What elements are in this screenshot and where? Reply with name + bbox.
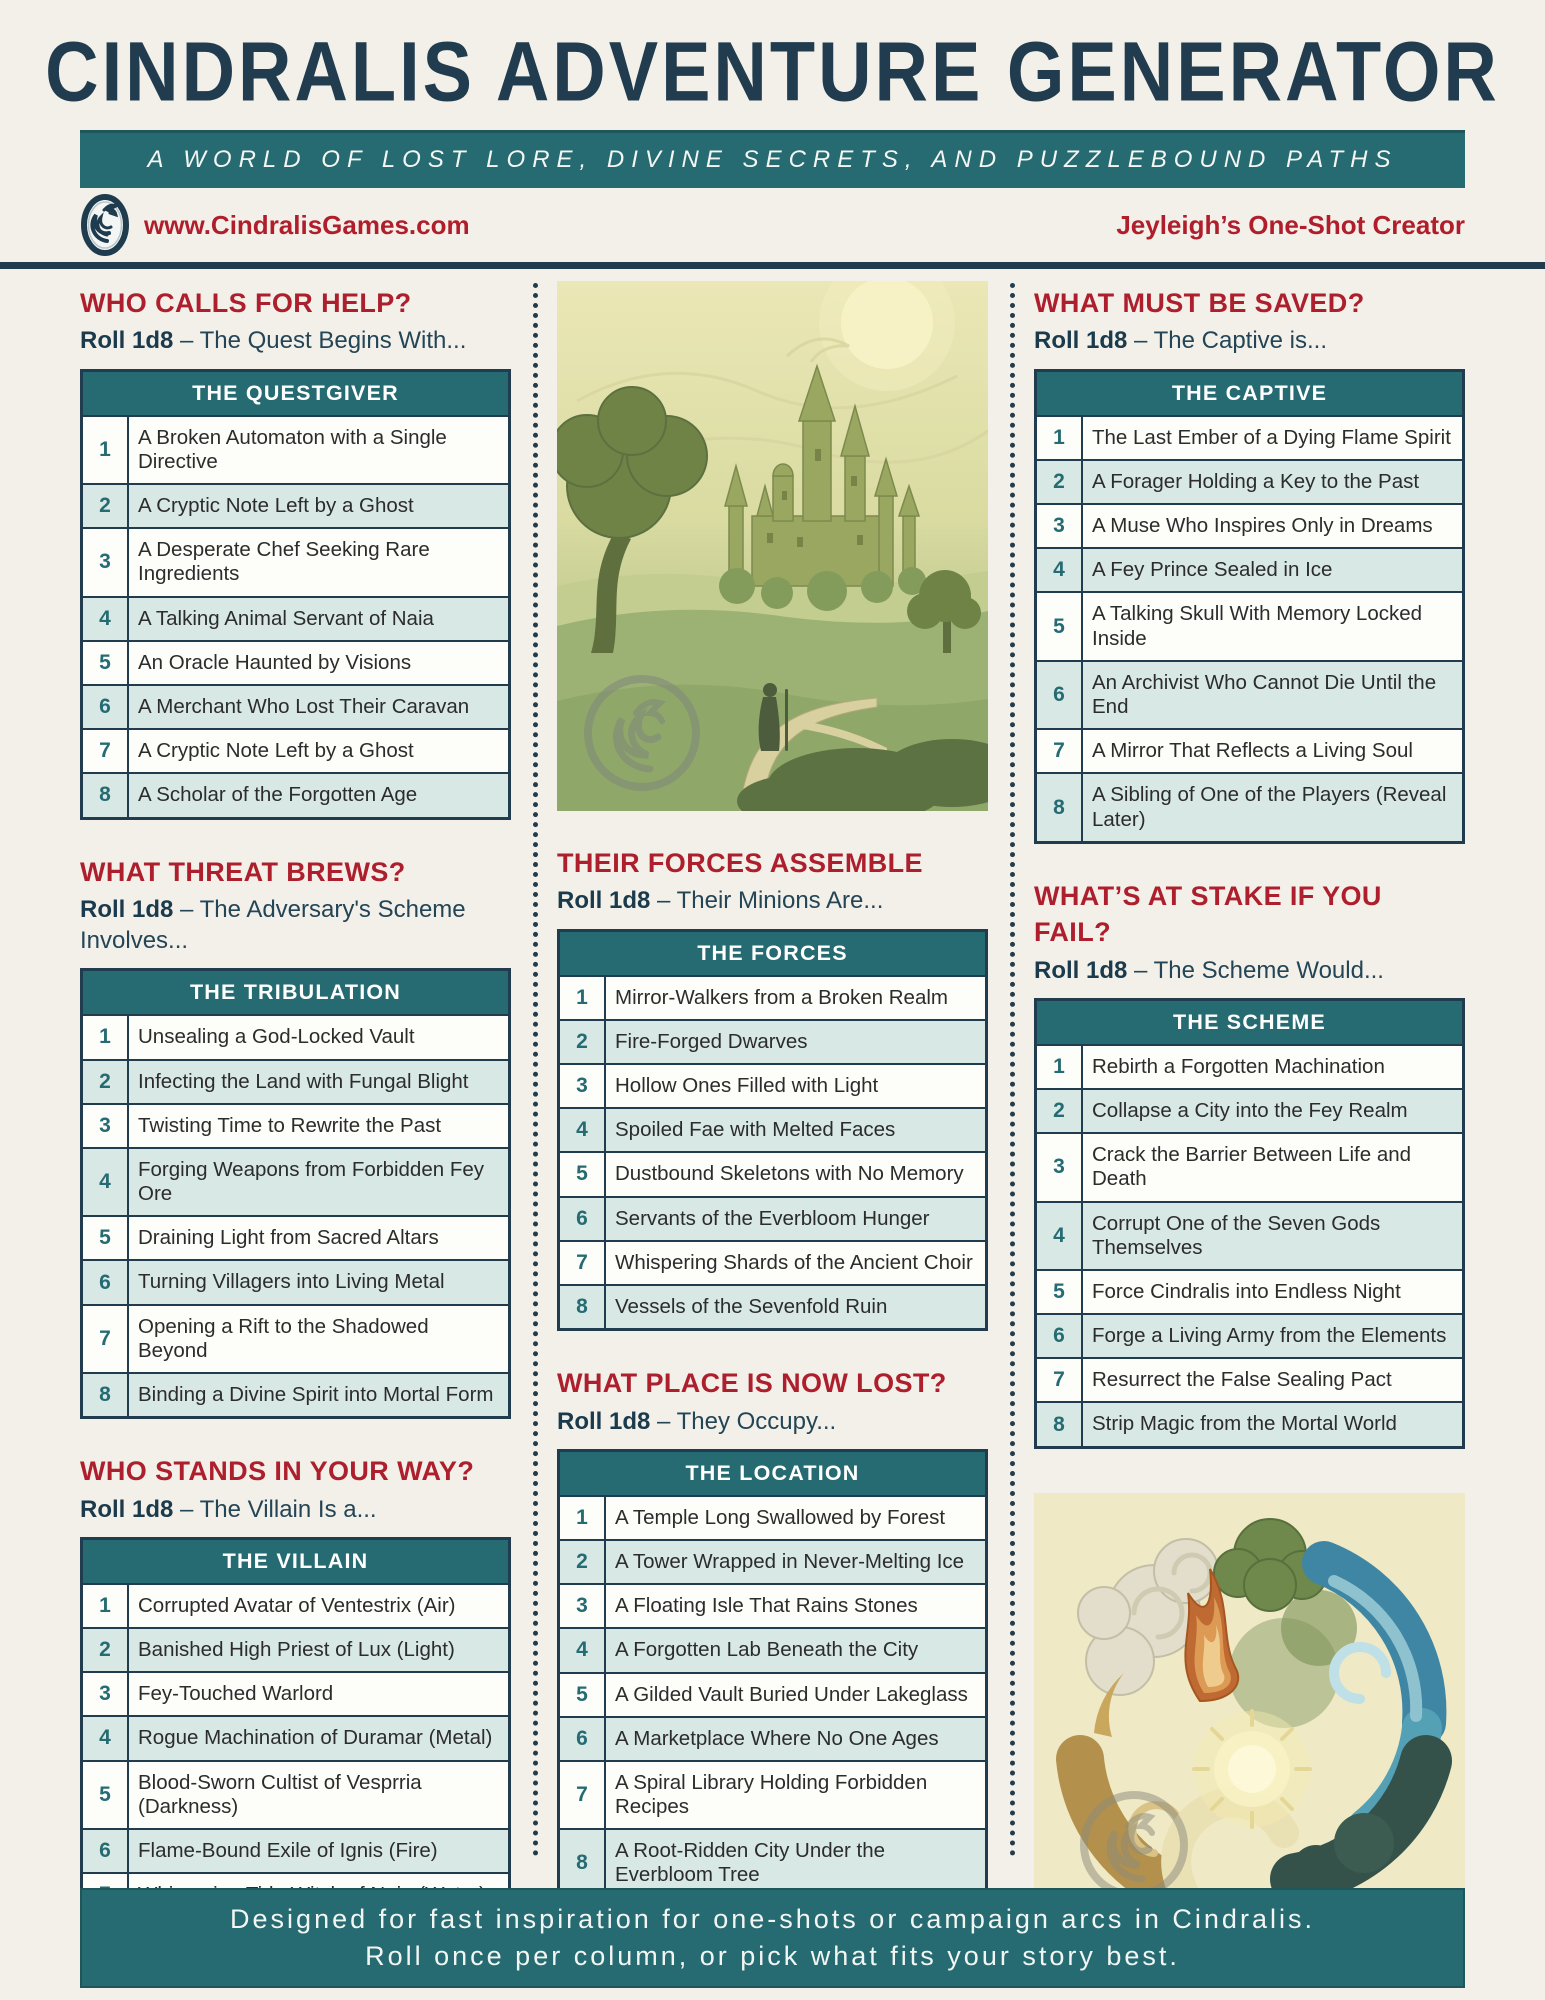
table-row bbox=[559, 1540, 987, 1584]
header bbox=[0, 0, 1545, 119]
row-number: 1 bbox=[82, 416, 129, 484]
row-text: An Oracle Haunted by Visions bbox=[128, 641, 510, 685]
table-row bbox=[82, 729, 510, 773]
table-row bbox=[82, 1060, 510, 1104]
row-number: 3 bbox=[559, 1064, 606, 1108]
table-row bbox=[1036, 1045, 1464, 1089]
row-text: Blood-Sworn Cultist of Vesprria (Darkness) bbox=[128, 1761, 510, 1829]
section-forces bbox=[557, 845, 988, 1331]
tagline-banner: A WORLD OF LOST LORE, DIVINE SECRETS, AND PUZZLEBOUND PATHS bbox=[80, 130, 1465, 188]
row-text: Collapse a City into the Fey Realm bbox=[1082, 1089, 1464, 1133]
row-text: A Talking Skull With Memory Locked Inside bbox=[1082, 592, 1464, 660]
row-number: 2 bbox=[1036, 1089, 1083, 1133]
row-number: 1 bbox=[559, 1496, 606, 1540]
footer-line-2: Roll once per column, or pick what fits your story best. bbox=[365, 1940, 1180, 1971]
table-row bbox=[559, 1673, 987, 1717]
row-text: Corrupted Avatar of Ventestrix (Air) bbox=[128, 1584, 510, 1628]
table-row bbox=[82, 1628, 510, 1672]
table-row bbox=[82, 773, 510, 818]
row-number: 8 bbox=[1036, 1402, 1083, 1447]
row-text: Draining Light from Sacred Altars bbox=[128, 1216, 510, 1260]
section-questgiver bbox=[80, 285, 511, 820]
row-text: Unsealing a God-Locked Vault bbox=[128, 1015, 510, 1059]
column-middle bbox=[557, 269, 988, 1900]
table-row bbox=[82, 416, 510, 484]
section-heading: WHAT PLACE IS NOW LOST? bbox=[557, 1368, 947, 1399]
row-text: A Forgotten Lab Beneath the City bbox=[605, 1628, 987, 1672]
row-number: 7 bbox=[82, 1305, 129, 1373]
roll-subtitle bbox=[557, 885, 988, 916]
row-number: 3 bbox=[1036, 1133, 1083, 1201]
table-row bbox=[1036, 1202, 1464, 1270]
row-number: 7 bbox=[559, 1241, 606, 1285]
table-row bbox=[1036, 548, 1464, 592]
table-row bbox=[82, 597, 510, 641]
row-number: 6 bbox=[559, 1197, 606, 1241]
table-title: THE CAPTIVE bbox=[1036, 370, 1464, 416]
table-row bbox=[1036, 460, 1464, 504]
roll-subtitle bbox=[1034, 325, 1465, 356]
row-number: 3 bbox=[559, 1584, 606, 1628]
table-title: THE LOCATION bbox=[559, 1450, 987, 1496]
roll-tail: – The Villain Is a... bbox=[180, 1495, 377, 1523]
table-row bbox=[82, 1015, 510, 1059]
row-number: 3 bbox=[82, 528, 129, 596]
row-text: Corrupt One of the Seven Gods Themselves bbox=[1082, 1202, 1464, 1270]
table-title: THE QUESTGIVER bbox=[82, 370, 510, 416]
table-row bbox=[82, 1716, 510, 1760]
row-text: A Root-Ridden City Under the Everbloom Tree bbox=[605, 1829, 987, 1898]
section-heading: WHAT’S AT STAKE IF YOU FAIL? bbox=[1034, 880, 1382, 948]
section-location bbox=[557, 1365, 988, 1900]
row-number: 8 bbox=[559, 1285, 606, 1330]
row-text: A Muse Who Inspires Only in Dreams bbox=[1082, 504, 1464, 548]
section-heading: THEIR FORCES ASSEMBLE bbox=[557, 848, 923, 878]
roll-tail: – Their Minions Are... bbox=[657, 887, 884, 915]
credit-text: Jeyleigh’s One-Shot Creator bbox=[1116, 209, 1465, 240]
row-text: Forging Weapons from Forbidden Fey Ore bbox=[128, 1148, 510, 1216]
roll-tail: – They Occupy... bbox=[657, 1407, 837, 1435]
row-number: 1 bbox=[559, 976, 606, 1020]
row-number: 5 bbox=[1036, 592, 1083, 660]
row-text: A Scholar of the Forgotten Age bbox=[128, 773, 510, 818]
scheme-table bbox=[1034, 998, 1465, 1449]
table-row bbox=[82, 484, 510, 528]
table-row bbox=[82, 641, 510, 685]
row-text: Vessels of the Sevenfold Ruin bbox=[605, 1285, 987, 1330]
row-text: A Broken Automaton with a Single Directive bbox=[128, 416, 510, 484]
row-text: A Talking Animal Servant of Naia bbox=[128, 597, 510, 641]
row-number: 4 bbox=[559, 1628, 606, 1672]
row-text: A Tower Wrapped in Never-Melting Ice bbox=[605, 1540, 987, 1584]
roll-tail: – The Quest Begins With... bbox=[180, 327, 467, 355]
column-divider-dotted bbox=[1010, 283, 1015, 1857]
row-text: Fey-Touched Warlord bbox=[128, 1672, 510, 1716]
cindralis-dragon-logo-icon bbox=[80, 194, 130, 256]
row-text: Twisting Time to Rewrite the Past bbox=[128, 1104, 510, 1148]
location-table bbox=[557, 1449, 988, 1900]
row-text: A Gilded Vault Buried Under Lakeglass bbox=[605, 1673, 987, 1717]
table-row bbox=[1036, 416, 1464, 460]
row-number: 6 bbox=[559, 1717, 606, 1761]
roll-label: Roll 1d8 bbox=[80, 1495, 174, 1523]
row-text: An Archivist Who Cannot Die Until the End bbox=[1082, 661, 1464, 729]
table-row bbox=[559, 1064, 987, 1108]
row-number: 5 bbox=[82, 1761, 129, 1829]
roll-tail: – The Scheme Would... bbox=[1134, 956, 1384, 984]
table-row bbox=[1036, 661, 1464, 729]
row-text: Rogue Machination of Duramar (Metal) bbox=[128, 1716, 510, 1760]
table-row bbox=[559, 1197, 987, 1241]
row-number: 7 bbox=[559, 1761, 606, 1829]
footer-banner bbox=[80, 1888, 1465, 1988]
row-text: A Desperate Chef Seeking Rare Ingredients bbox=[128, 528, 510, 596]
row-number: 3 bbox=[82, 1672, 129, 1716]
row-text: The Last Ember of a Dying Flame Spirit bbox=[1082, 416, 1464, 460]
table-row bbox=[1036, 1314, 1464, 1358]
row-number: 6 bbox=[82, 1260, 129, 1304]
row-number: 2 bbox=[559, 1540, 606, 1584]
roll-subtitle bbox=[80, 894, 511, 956]
section-heading: WHO CALLS FOR HELP? bbox=[80, 288, 412, 318]
row-text: A Temple Long Swallowed by Forest bbox=[605, 1496, 987, 1540]
brand-block bbox=[80, 194, 470, 256]
table-row bbox=[82, 1829, 510, 1873]
table-row bbox=[559, 1496, 987, 1540]
row-text: Dustbound Skeletons with No Memory bbox=[605, 1152, 987, 1196]
row-text: A Cryptic Note Left by a Ghost bbox=[128, 729, 510, 773]
table-row bbox=[82, 1373, 510, 1418]
row-number: 8 bbox=[559, 1829, 606, 1898]
table-title: THE SCHEME bbox=[1036, 999, 1464, 1045]
row-text: Flame-Bound Exile of Ignis (Fire) bbox=[128, 1829, 510, 1873]
row-number: 8 bbox=[1036, 773, 1083, 842]
castle-illustration bbox=[557, 281, 988, 811]
row-text: A Cryptic Note Left by a Ghost bbox=[128, 484, 510, 528]
roll-label: Roll 1d8 bbox=[1034, 327, 1128, 355]
roll-tail: – The Captive is... bbox=[1134, 327, 1328, 355]
table-row bbox=[559, 1761, 987, 1829]
roll-label: Roll 1d8 bbox=[1034, 956, 1128, 984]
row-number: 2 bbox=[1036, 460, 1083, 504]
page-title: CINDRALIS ADVENTURE GENERATOR bbox=[45, 24, 1500, 119]
section-heading: WHAT MUST BE SAVED? bbox=[1034, 288, 1365, 318]
brand-row bbox=[80, 194, 1465, 256]
row-text: Banished High Priest of Lux (Light) bbox=[128, 1628, 510, 1672]
questgiver-table bbox=[80, 369, 511, 820]
roll-label: Roll 1d8 bbox=[557, 1407, 651, 1435]
row-number: 3 bbox=[82, 1104, 129, 1148]
row-number: 6 bbox=[1036, 661, 1083, 729]
row-number: 5 bbox=[559, 1152, 606, 1196]
column-left bbox=[80, 269, 511, 1988]
row-text: Whispering Shards of the Ancient Choir bbox=[605, 1241, 987, 1285]
table-title: THE FORCES bbox=[559, 930, 987, 976]
row-text: Spoiled Fae with Melted Faces bbox=[605, 1108, 987, 1152]
row-text: Servants of the Everbloom Hunger bbox=[605, 1197, 987, 1241]
row-number: 8 bbox=[82, 773, 129, 818]
table-row bbox=[559, 1628, 987, 1672]
row-text: Forge a Living Army from the Elements bbox=[1082, 1314, 1464, 1358]
row-number: 1 bbox=[1036, 1045, 1083, 1089]
row-number: 2 bbox=[559, 1020, 606, 1064]
row-number: 5 bbox=[82, 1216, 129, 1260]
section-captive bbox=[1034, 285, 1465, 844]
table-row bbox=[559, 1108, 987, 1152]
row-number: 5 bbox=[1036, 1270, 1083, 1314]
row-number: 4 bbox=[559, 1108, 606, 1152]
roll-tail: – The Adversary's Scheme Involves... bbox=[80, 895, 466, 955]
row-text: A Fey Prince Sealed in Ice bbox=[1082, 548, 1464, 592]
row-number: 2 bbox=[82, 484, 129, 528]
table-row bbox=[82, 1104, 510, 1148]
table-row bbox=[82, 1761, 510, 1829]
table-row bbox=[1036, 1133, 1464, 1201]
column-right bbox=[1034, 269, 1465, 1925]
section-scheme bbox=[1034, 878, 1465, 1449]
row-number: 4 bbox=[82, 597, 129, 641]
row-text: A Forager Holding a Key to the Past bbox=[1082, 460, 1464, 504]
row-text: Rebirth a Forgotten Machination bbox=[1082, 1045, 1464, 1089]
row-text: Strip Magic from the Mortal World bbox=[1082, 1402, 1464, 1447]
captive-table bbox=[1034, 369, 1465, 844]
row-text: A Mirror That Reflects a Living Soul bbox=[1082, 729, 1464, 773]
row-number: 6 bbox=[82, 685, 129, 729]
row-number: 1 bbox=[1036, 416, 1083, 460]
table-row bbox=[82, 1305, 510, 1373]
forces-table bbox=[557, 929, 988, 1332]
row-number: 1 bbox=[82, 1584, 129, 1628]
row-number: 2 bbox=[82, 1060, 129, 1104]
row-number: 7 bbox=[1036, 1358, 1083, 1402]
row-number: 4 bbox=[1036, 548, 1083, 592]
row-text: Force Cindralis into Endless Night bbox=[1082, 1270, 1464, 1314]
row-number: 7 bbox=[82, 729, 129, 773]
table-row bbox=[1036, 504, 1464, 548]
table-row bbox=[1036, 592, 1464, 660]
row-number: 5 bbox=[559, 1673, 606, 1717]
roll-subtitle bbox=[80, 1494, 511, 1525]
roll-label: Roll 1d8 bbox=[557, 887, 651, 915]
row-text: Fire-Forged Dwarves bbox=[605, 1020, 987, 1064]
row-number: 6 bbox=[1036, 1314, 1083, 1358]
row-number: 8 bbox=[82, 1373, 129, 1418]
section-heading: WHO STANDS IN YOUR WAY? bbox=[80, 1456, 475, 1487]
row-text: A Floating Isle That Rains Stones bbox=[605, 1584, 987, 1628]
roll-label: Roll 1d8 bbox=[80, 327, 174, 355]
content-grid bbox=[80, 269, 1465, 1988]
table-row bbox=[559, 1584, 987, 1628]
table-row bbox=[559, 1241, 987, 1285]
row-number: 6 bbox=[82, 1829, 129, 1873]
elements-illustration bbox=[1034, 1493, 1465, 1925]
section-tribulation bbox=[80, 854, 511, 1420]
row-number: 3 bbox=[1036, 504, 1083, 548]
table-row bbox=[559, 976, 987, 1020]
row-text: A Sibling of One of the Players (Reveal Later) bbox=[1082, 773, 1464, 842]
table-row bbox=[559, 1285, 987, 1330]
table-row bbox=[82, 1216, 510, 1260]
row-text: Resurrect the False Sealing Pact bbox=[1082, 1358, 1464, 1402]
header-divider bbox=[0, 262, 1545, 269]
table-row bbox=[1036, 1358, 1464, 1402]
row-text: Mirror-Walkers from a Broken Realm bbox=[605, 976, 987, 1020]
row-text: Hollow Ones Filled with Light bbox=[605, 1064, 987, 1108]
table-row bbox=[1036, 1270, 1464, 1314]
roll-label: Roll 1d8 bbox=[80, 895, 174, 923]
table-row bbox=[1036, 1402, 1464, 1447]
row-number: 2 bbox=[82, 1628, 129, 1672]
table-row bbox=[1036, 729, 1464, 773]
row-number: 5 bbox=[82, 641, 129, 685]
roll-subtitle bbox=[557, 1406, 988, 1437]
row-text: Infecting the Land with Fungal Blight bbox=[128, 1060, 510, 1104]
table-row bbox=[82, 1672, 510, 1716]
row-number: 7 bbox=[1036, 729, 1083, 773]
table-row bbox=[82, 1584, 510, 1628]
row-text: Crack the Barrier Between Life and Death bbox=[1082, 1133, 1464, 1201]
row-text: Turning Villagers into Living Metal bbox=[128, 1260, 510, 1304]
table-row bbox=[559, 1152, 987, 1196]
tribulation-table bbox=[80, 968, 511, 1419]
table-row bbox=[559, 1020, 987, 1064]
roll-subtitle bbox=[80, 325, 511, 356]
row-number: 4 bbox=[82, 1148, 129, 1216]
table-row bbox=[82, 1260, 510, 1304]
table-row bbox=[82, 528, 510, 596]
row-number: 1 bbox=[82, 1015, 129, 1059]
roll-subtitle bbox=[1034, 955, 1465, 986]
website-link[interactable]: www.CindralisGames.com bbox=[144, 209, 470, 240]
table-row bbox=[82, 685, 510, 729]
row-text: Opening a Rift to the Shadowed Beyond bbox=[128, 1305, 510, 1373]
table-row bbox=[82, 1148, 510, 1216]
table-row bbox=[559, 1717, 987, 1761]
column-divider-dotted bbox=[533, 283, 538, 1857]
table-row bbox=[1036, 773, 1464, 842]
row-number: 4 bbox=[1036, 1202, 1083, 1270]
row-number: 4 bbox=[82, 1716, 129, 1760]
row-text: Binding a Divine Spirit into Mortal Form bbox=[128, 1373, 510, 1418]
row-text: A Spiral Library Holding Forbidden Recipes bbox=[605, 1761, 987, 1829]
row-text: A Merchant Who Lost Their Caravan bbox=[128, 685, 510, 729]
row-text: A Marketplace Where No One Ages bbox=[605, 1717, 987, 1761]
table-title: THE TRIBULATION bbox=[82, 970, 510, 1016]
table-row bbox=[1036, 1089, 1464, 1133]
section-heading: WHAT THREAT BREWS? bbox=[80, 856, 406, 887]
table-title: THE VILLAIN bbox=[82, 1538, 510, 1584]
footer-line-1: Designed for fast inspiration for one-shots or campaign arcs in Cindralis. bbox=[230, 1903, 1315, 1934]
